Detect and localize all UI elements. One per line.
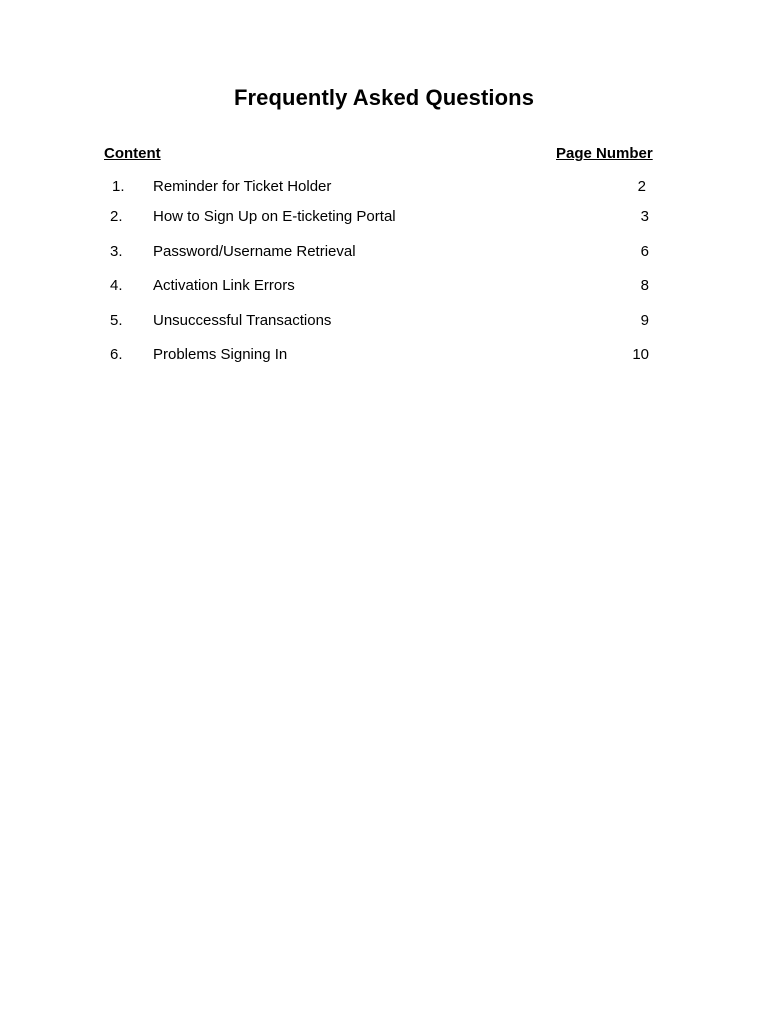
toc-row <box>0 277 768 299</box>
toc-item-number: 3. <box>110 243 123 260</box>
toc-item-number: 6. <box>110 346 123 363</box>
toc-item-title: Unsuccessful Transactions <box>153 312 332 329</box>
toc-item-number: 2. <box>110 208 123 225</box>
toc-item-page: 6 <box>640 243 649 260</box>
page-title: Frequently Asked Questions <box>233 85 535 110</box>
toc-item-number: 4. <box>110 277 123 294</box>
toc-item-title: Password/Username Retrieval <box>153 243 356 260</box>
toc-row <box>0 312 768 334</box>
toc-item-page: 9 <box>640 312 649 329</box>
content-column-header: Content <box>104 145 161 162</box>
toc-row <box>0 346 768 368</box>
toc-item-page: 10 <box>632 346 649 363</box>
toc-row <box>0 208 768 230</box>
toc-item-page: 2 <box>637 178 646 195</box>
toc-item-title: Activation Link Errors <box>153 277 295 294</box>
toc-item-number: 1. <box>112 178 125 195</box>
toc-item-page: 3 <box>640 208 649 225</box>
toc-row <box>0 243 768 265</box>
toc-item-title: How to Sign Up on E-ticketing Portal <box>153 208 396 225</box>
toc-item-title: Reminder for Ticket Holder <box>153 178 332 195</box>
toc-item-number: 5. <box>110 312 123 329</box>
toc-item-page: 8 <box>640 277 649 294</box>
toc-row <box>0 178 768 200</box>
page-number-column-header: Page Number <box>556 145 653 162</box>
toc-item-title: Problems Signing In <box>153 346 288 363</box>
